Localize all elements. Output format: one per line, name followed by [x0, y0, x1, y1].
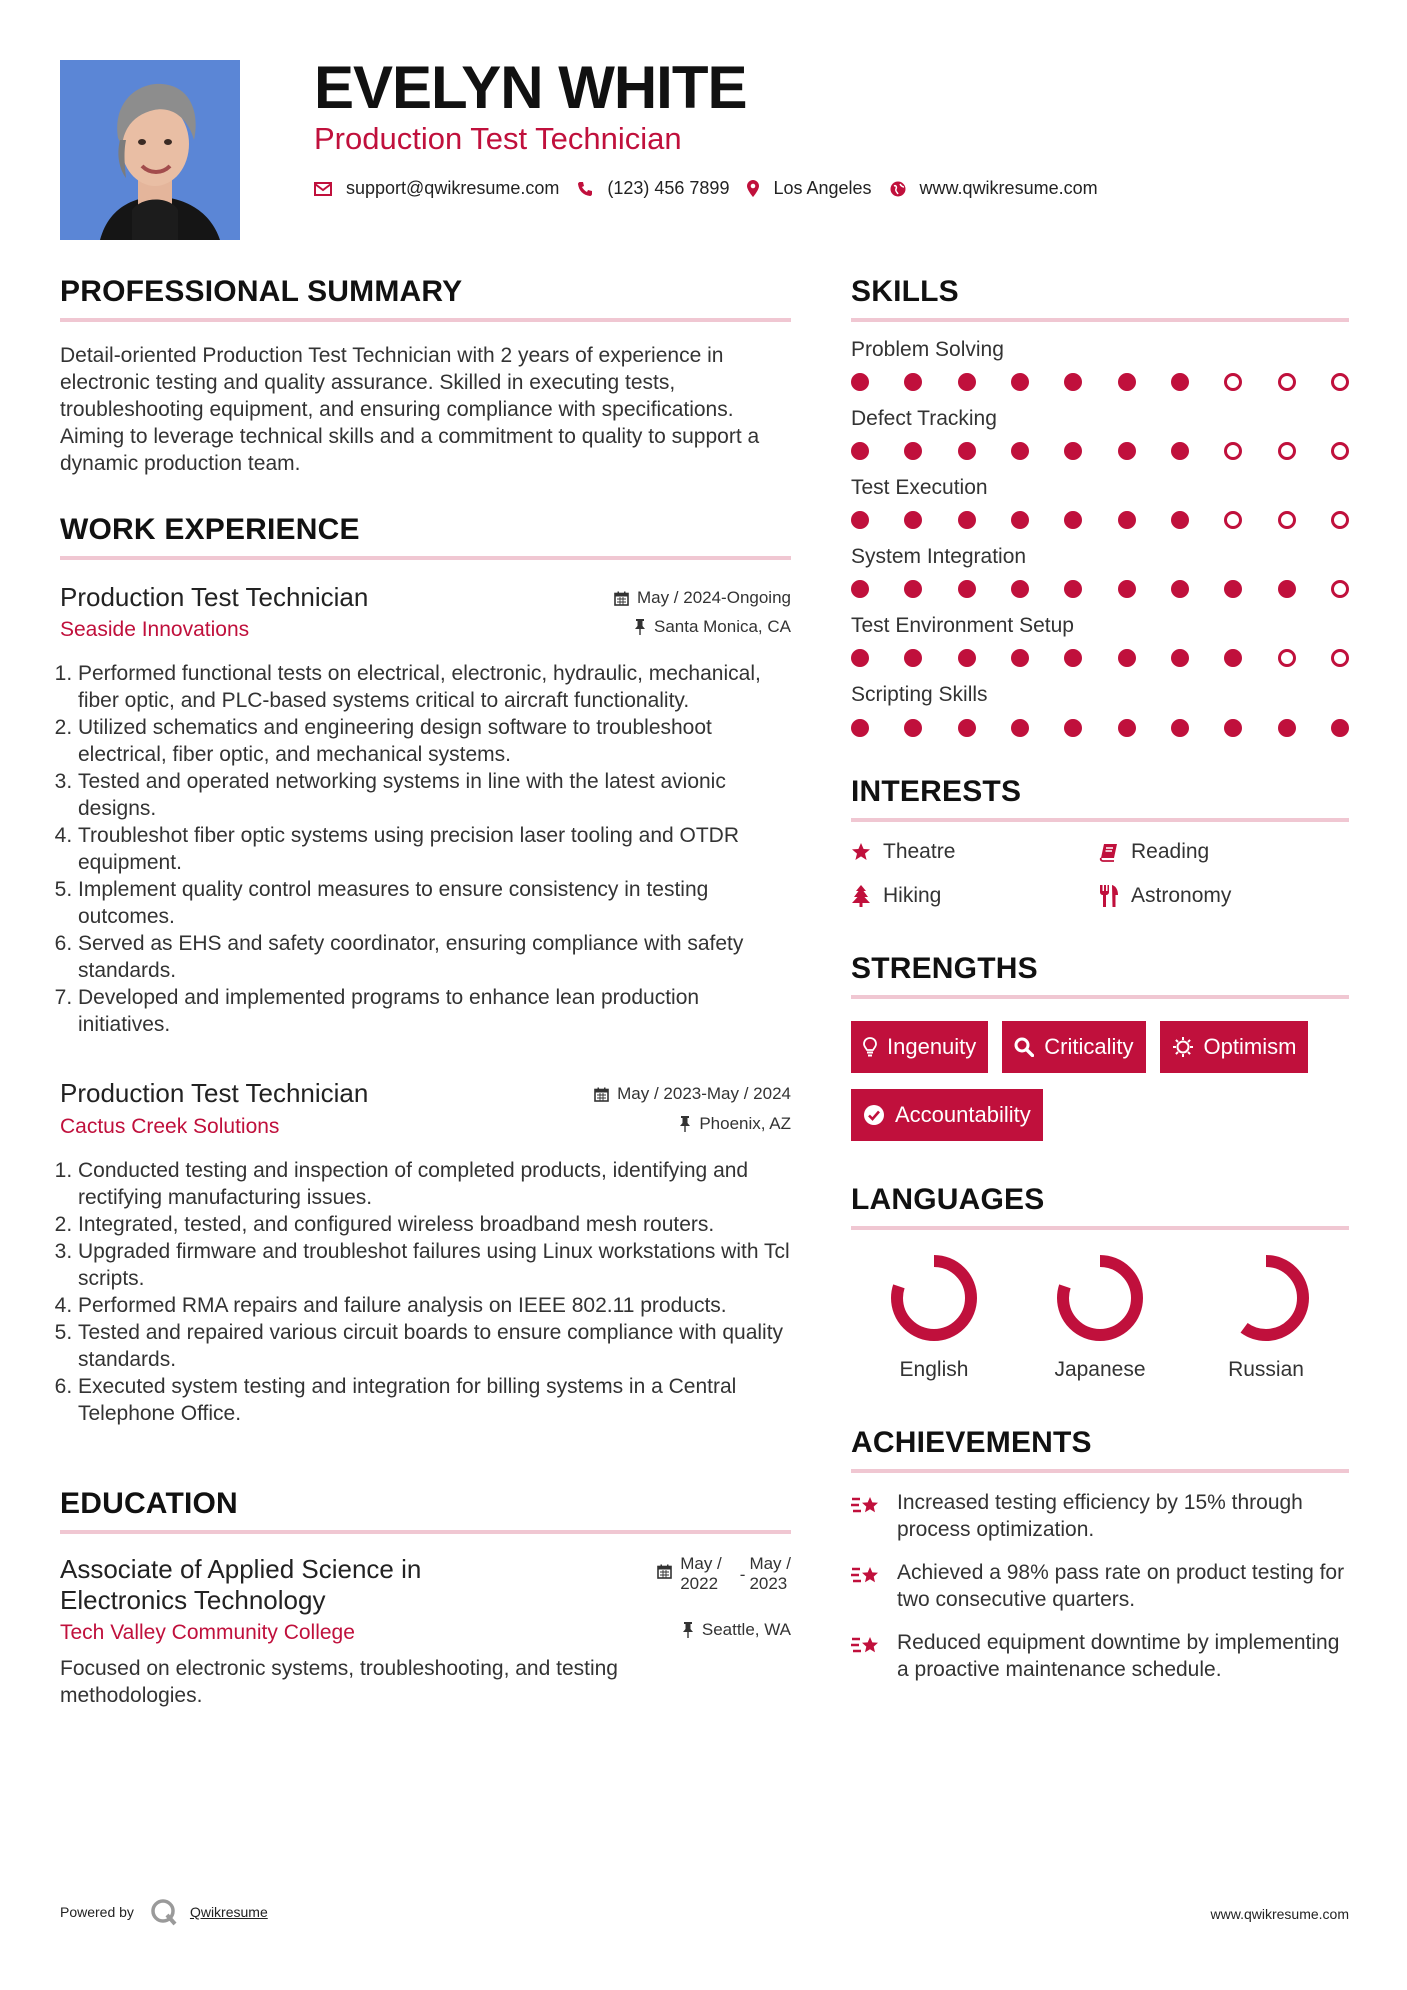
education-location: [682, 1620, 791, 1640]
contact-email[interactable]: [314, 178, 559, 199]
candidate-title: Production Test Technician: [314, 121, 682, 156]
skill-item: [851, 476, 1349, 529]
job-date: [594, 1084, 791, 1104]
rating-dot-empty: [1331, 511, 1349, 529]
skill-rating: [851, 719, 1349, 737]
profile-photo: [60, 60, 240, 240]
shooting-star-icon: [851, 1563, 883, 1589]
shooting-star-icon: [851, 1633, 883, 1659]
language-name: English: [899, 1357, 969, 1381]
interests-list: [851, 840, 1349, 908]
calendar-icon: [657, 1564, 672, 1579]
rating-dot-filled: [1224, 649, 1242, 667]
rating-dot-filled: [1064, 511, 1082, 529]
rating-dot-filled: [958, 649, 976, 667]
pushpin-icon: [634, 619, 646, 635]
rating-dot-empty: [1331, 442, 1349, 460]
interest-label: Astronomy: [1131, 883, 1232, 907]
footer-powered-by: [60, 1898, 268, 1926]
education-entry: [60, 1554, 791, 1710]
rating-dot-filled: [958, 511, 976, 529]
job-title: Production Test Technician: [60, 1078, 369, 1109]
rating-dot-empty: [1278, 511, 1296, 529]
strength-label: Ingenuity: [887, 1033, 977, 1059]
sun-icon: [1172, 1036, 1194, 1058]
rating-dot-empty: [1278, 373, 1296, 391]
contact-bar: [314, 178, 1116, 199]
job-location-text: Santa Monica, CA: [653, 617, 791, 637]
rating-dot-filled: [1064, 580, 1082, 598]
skill-rating: [851, 649, 1349, 667]
email-text: support@qwikresume.com: [346, 178, 560, 198]
rating-dot-empty: [1224, 442, 1242, 460]
duties-list: [60, 1157, 791, 1427]
skill-item: [851, 545, 1349, 598]
skill-name: Test Environment Setup: [851, 614, 1074, 638]
rating-dot-filled: [1118, 442, 1136, 460]
rating-dot-filled: [1011, 649, 1029, 667]
language-item: [1017, 1250, 1183, 1382]
list-item: 6. Executed system testing and integration for billing systems in a Central Telephone Office.: [78, 1373, 791, 1427]
tree-icon: [851, 885, 871, 907]
left-column: [60, 275, 791, 1709]
achievements-heading: ACHIEVEMENTS: [851, 1426, 1349, 1473]
interests-heading: INTERESTS: [851, 775, 1349, 822]
interest-label: Theatre: [883, 839, 956, 863]
rating-dot-filled: [1011, 511, 1029, 529]
strength-badge: [1002, 1021, 1145, 1073]
experience-heading: WORK EXPERIENCE: [60, 513, 791, 560]
rating-dot-filled: [958, 442, 976, 460]
language-name: Japanese: [1054, 1357, 1146, 1381]
calendar-icon: [614, 591, 629, 606]
list-item: 1. Conducted testing and inspection of completed products, identifying and rectifying manufacturing issues.: [78, 1157, 791, 1211]
right-column: [851, 275, 1349, 1683]
rating-dot-filled: [958, 719, 976, 737]
language-item: [851, 1250, 1017, 1382]
rating-dot-filled: [1171, 442, 1189, 460]
list-item: 4. Performed RMA repairs and failure analysis on IEEE 802.11 products.: [78, 1292, 791, 1319]
interest-item: [1099, 884, 1349, 908]
powered-by-text: Powered by: [60, 1904, 134, 1920]
rating-dot-filled: [1278, 719, 1296, 737]
rating-dot-filled: [904, 649, 922, 667]
rating-dot-filled: [1064, 373, 1082, 391]
rating-dot-filled: [1011, 719, 1029, 737]
achievement-text: Increased testing efficiency by 15% through process optimization.: [897, 1490, 1303, 1541]
skill-name: Test Execution: [851, 476, 988, 500]
rating-dot-empty: [1331, 649, 1349, 667]
education-location-text: Seattle, WA: [701, 1620, 791, 1640]
summary-text: Detail-oriented Production Test Technician with 2 years of experience in electronic testing and quality assurance. Skilled in executing tests, troubleshooting equipment, and ensuring compliance with specifications. Aiming to leverage technical skills and a commitment to quality to support a dynamic production team.: [60, 344, 760, 475]
interest-label: Reading: [1131, 839, 1210, 863]
rating-dot-filled: [1064, 649, 1082, 667]
job-date-text: May / 2024-Ongoing: [636, 588, 791, 607]
rating-dot-filled: [1331, 719, 1349, 737]
list-item: 1. Performed functional tests on electrical, electronic, hydraulic, mechanical, fiber optic, and PLC-based systems critical to aircraft functionality.: [78, 660, 791, 714]
rating-dot-filled: [1118, 580, 1136, 598]
phone-icon: [577, 181, 593, 197]
pushpin-icon: [679, 1116, 691, 1132]
skills-list: [851, 338, 1349, 737]
degree-title: [60, 1554, 421, 1616]
job-location-text: Phoenix, AZ: [699, 1113, 791, 1133]
map-marker-icon: [747, 180, 759, 197]
job-entry: [60, 1078, 791, 1426]
skill-rating: [851, 580, 1349, 598]
list-item: 5. Tested and repaired various circuit boards to ensure compliance with quality standards.: [78, 1319, 791, 1373]
skill-rating: [851, 442, 1349, 460]
achievements-list: [851, 1489, 1349, 1683]
start-date-line: 2022: [680, 1573, 719, 1593]
end-date-line: May /: [749, 1553, 791, 1573]
rating-dot-filled: [851, 511, 869, 529]
language-item: [1183, 1250, 1349, 1382]
language-level-arc: [897, 1261, 971, 1335]
job-location: [679, 1114, 791, 1134]
rating-dot-filled: [1171, 719, 1189, 737]
rating-dot-filled: [1224, 580, 1242, 598]
rating-dot-filled: [1171, 511, 1189, 529]
rating-dot-filled: [1171, 580, 1189, 598]
strength-label: Accountability: [895, 1101, 1031, 1127]
list-item: 6. Served as EHS and safety coordinator, ensuring compliance with safety standards.: [78, 930, 791, 984]
strength-label: Optimism: [1203, 1033, 1297, 1059]
rating-dot-empty: [1224, 511, 1242, 529]
rating-dot-empty: [1331, 580, 1349, 598]
job-entry: [60, 582, 791, 1038]
interest-label: Hiking: [883, 883, 942, 907]
check-circle-icon: [863, 1104, 885, 1126]
skill-item: [851, 614, 1349, 667]
skill-name: Problem Solving: [851, 338, 1004, 361]
footer-url[interactable]: www.qwikresume.com: [1210, 1906, 1349, 1922]
achievement-item: [851, 1629, 1349, 1683]
language-progress-ring: [1218, 1250, 1314, 1346]
list-item: 4. Troubleshot fiber optic systems using precision laser tooling and OTDR equipment.: [78, 822, 791, 876]
achievement-text: Achieved a 98% pass rate on product testing for two consecutive quarters.: [897, 1560, 1345, 1611]
rating-dot-filled: [1224, 719, 1242, 737]
search-icon: [1014, 1037, 1034, 1057]
skill-name: Scripting Skills: [851, 683, 988, 707]
skill-item: [851, 407, 1349, 460]
rating-dot-empty: [1224, 373, 1242, 391]
achievement-item: [851, 1489, 1349, 1543]
location-text: Los Angeles: [773, 178, 872, 198]
education-date: [657, 1554, 791, 1594]
skill-item: [851, 338, 1349, 391]
rating-dot-filled: [904, 511, 922, 529]
pushpin-icon: [682, 1622, 694, 1638]
degree-line: Electronics Technology: [60, 1584, 326, 1615]
book-icon: [1099, 842, 1119, 862]
phone-text: (123) 456 7899: [607, 178, 730, 198]
contact-location: [747, 178, 871, 199]
contact-phone[interactable]: [577, 178, 729, 199]
rating-dot-filled: [1118, 649, 1136, 667]
company-name: Seaside Innovations: [60, 618, 250, 642]
rating-dot-filled: [958, 373, 976, 391]
achievement-text: Reduced equipment downtime by implementing a proactive maintenance schedule.: [897, 1630, 1340, 1681]
education-heading: EDUCATION: [60, 1487, 791, 1534]
list-item: 2. Integrated, tested, and configured wireless broadband mesh routers.: [78, 1211, 791, 1238]
rating-dot-filled: [1118, 719, 1136, 737]
language-progress-ring: [1052, 1250, 1148, 1346]
degree-line: Associate of Applied Science in: [60, 1553, 422, 1584]
candidate-name: EVELYN WHITE: [314, 54, 747, 121]
contact-website[interactable]: [890, 178, 1098, 199]
rating-dot-filled: [1278, 580, 1296, 598]
rating-dot-filled: [904, 580, 922, 598]
rating-dot-filled: [1118, 511, 1136, 529]
rating-dot-filled: [904, 373, 922, 391]
date-dash: -: [739, 1564, 746, 1584]
shooting-star-icon: [851, 1493, 883, 1519]
school-name: Tech Valley Community College: [60, 1621, 355, 1645]
list-item: 3. Tested and operated networking systems in line with the latest avionic designs.: [78, 768, 791, 822]
qwikresume-logo-icon: [150, 1898, 178, 1926]
job-date-text: May / 2023-May / 2024: [617, 1084, 791, 1104]
brand-link[interactable]: Qwikresume: [189, 1904, 268, 1920]
language-progress-ring: [886, 1250, 982, 1346]
list-item: 2. Utilized schematics and engineering design software to troubleshoot electrical, fiber optic, and mechanical systems.: [78, 714, 791, 768]
job-date: [614, 588, 791, 608]
skill-name: Defect Tracking: [851, 407, 997, 431]
rating-dot-filled: [851, 580, 869, 598]
rating-dot-filled: [1011, 580, 1029, 598]
languages-list: [851, 1250, 1349, 1382]
achievement-item: [851, 1559, 1349, 1613]
strength-badge: [1160, 1021, 1309, 1073]
summary-heading: PROFESSIONAL SUMMARY: [60, 275, 791, 322]
list-item: 7. Developed and implemented programs to enhance lean production initiatives.: [78, 984, 791, 1038]
rating-dot-filled: [1118, 373, 1136, 391]
interest-item: [1099, 840, 1349, 864]
utensils-icon: [1099, 885, 1119, 907]
interest-item: [851, 884, 1099, 908]
job-title: Production Test Technician: [60, 582, 369, 612]
skill-rating: [851, 511, 1349, 529]
end-date-line: 2023: [749, 1573, 788, 1593]
rating-dot-filled: [851, 719, 869, 737]
end-date: [749, 1554, 791, 1594]
rating-dot-filled: [1171, 373, 1189, 391]
strengths-list: [851, 1021, 1349, 1141]
skill-item: [851, 683, 1349, 736]
skills-heading: SKILLS: [851, 275, 1349, 322]
rating-dot-empty: [1278, 442, 1296, 460]
rating-dot-filled: [851, 649, 869, 667]
rating-dot-empty: [1278, 649, 1296, 667]
rating-dot-filled: [958, 580, 976, 598]
languages-heading: LANGUAGES: [851, 1183, 1349, 1230]
calendar-icon: [594, 1087, 609, 1102]
rating-dot-filled: [904, 442, 922, 460]
start-date: [680, 1554, 722, 1594]
list-item: 3. Upgraded firmware and troubleshot failures using Linux workstations with Tcl scripts.: [78, 1238, 791, 1292]
language-level-arc: [1229, 1261, 1303, 1335]
globe-icon: [890, 181, 906, 197]
rating-dot-filled: [851, 442, 869, 460]
rating-dot-empty: [1331, 373, 1349, 391]
rating-dot-filled: [1064, 719, 1082, 737]
language-level-arc: [1063, 1261, 1137, 1335]
strength-badge: [851, 1021, 988, 1073]
skill-name: System Integration: [851, 545, 1027, 569]
rating-dot-filled: [904, 719, 922, 737]
duties-list: [60, 660, 791, 1038]
website-text: www.qwikresume.com: [919, 178, 1098, 198]
list-item: 5. Implement quality control measures to ensure consistency in testing outcomes.: [78, 876, 791, 930]
star-icon: [851, 842, 871, 862]
strength-badge: [851, 1089, 1043, 1141]
start-date-line: May /: [680, 1553, 722, 1573]
strengths-heading: STRENGTHS: [851, 952, 1349, 999]
company-name: Cactus Creek Solutions: [60, 1114, 280, 1138]
skill-rating: [851, 373, 1349, 391]
rating-dot-filled: [1064, 442, 1082, 460]
language-name: Russian: [1228, 1357, 1304, 1381]
rating-dot-filled: [1171, 649, 1189, 667]
strength-label: Criticality: [1044, 1033, 1134, 1059]
rating-dot-filled: [1011, 442, 1029, 460]
rating-dot-filled: [851, 373, 869, 391]
envelope-icon: [314, 182, 332, 196]
job-location: [634, 617, 791, 637]
interest-item: [851, 840, 1099, 864]
education-description: Focused on electronic systems, troubleshooting, and testing methodologies.: [60, 1657, 618, 1708]
rating-dot-filled: [1011, 373, 1029, 391]
lightbulb-icon: [863, 1037, 877, 1057]
